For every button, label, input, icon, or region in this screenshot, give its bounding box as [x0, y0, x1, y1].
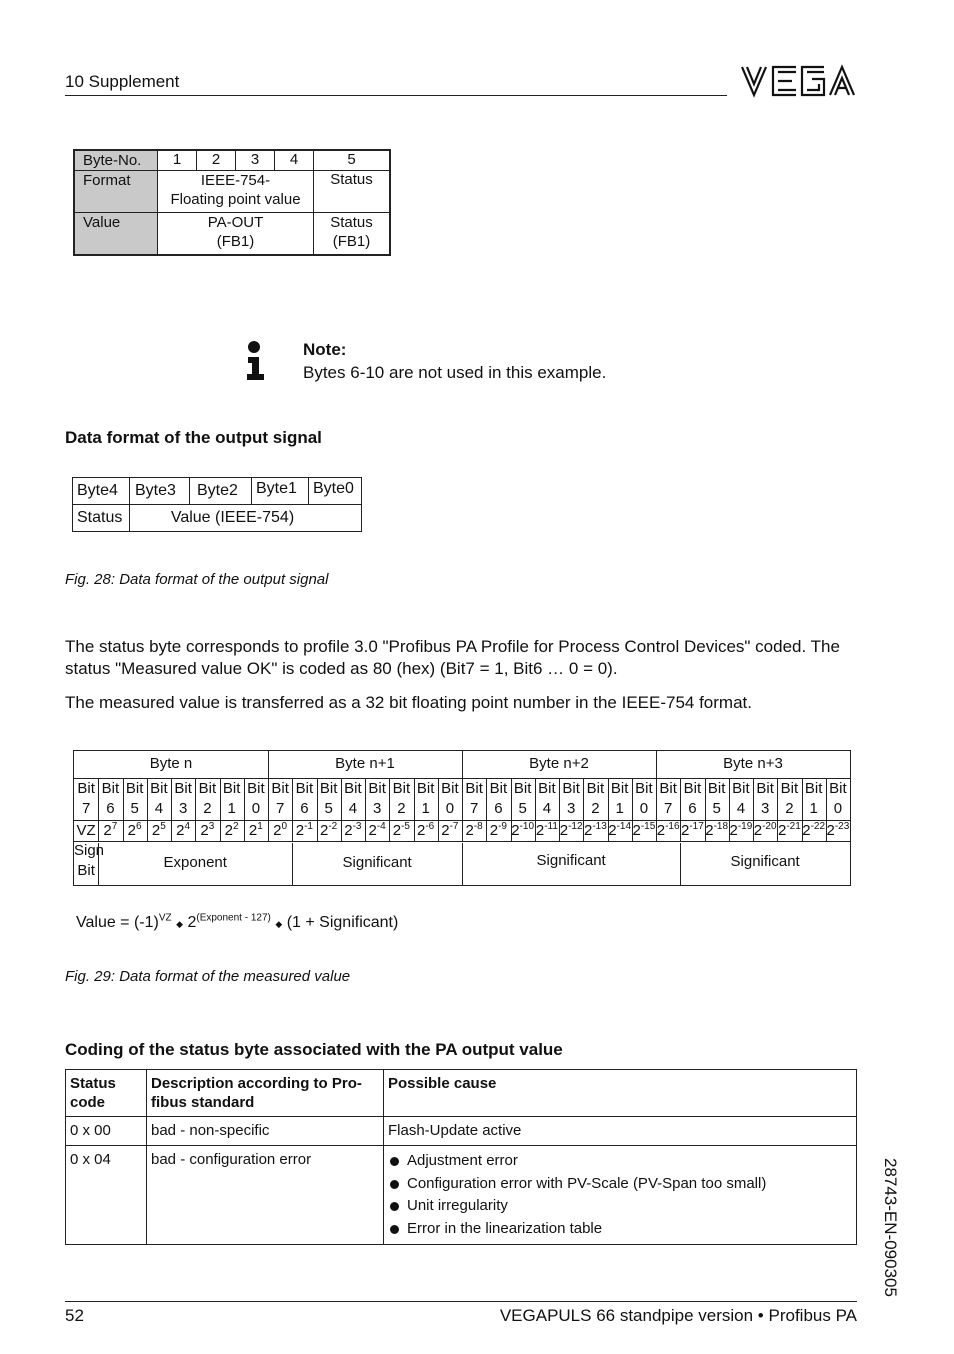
byte-number: 3: [236, 150, 275, 171]
power-base: 2: [441, 822, 450, 839]
power-cell: [511, 821, 535, 841]
power-exponent: -19: [737, 821, 753, 832]
power-exponent: -7: [449, 821, 459, 832]
bit-number: 6: [688, 800, 697, 817]
bit-label: Bit: [610, 780, 629, 797]
power-exponent: -9: [498, 821, 507, 832]
bit-number: 7: [81, 800, 91, 817]
power-base: 2: [656, 822, 666, 839]
figure-caption: Fig. 28: Data format of the output signal: [65, 571, 329, 588]
power-cell: [220, 821, 244, 841]
power-exponent: -5: [401, 821, 410, 832]
power-cell: [244, 821, 268, 841]
sign-bit-label: Sign Bit: [74, 842, 105, 879]
significant-label: Significant: [730, 853, 800, 870]
power-exponent: -6: [425, 821, 435, 832]
bit-number: 7: [469, 800, 479, 817]
power-base: 2: [176, 822, 185, 839]
power-cell: [583, 821, 607, 841]
power-base: 2: [632, 822, 641, 839]
bit-label: Bit: [368, 780, 386, 797]
power-cell: [826, 821, 850, 841]
bit-label: Bit: [489, 780, 508, 797]
bit-label: Bit: [635, 780, 653, 797]
byte-number: 2: [197, 150, 236, 171]
power-base: 2: [248, 822, 258, 839]
bit-label: Bit: [77, 780, 95, 797]
value-cell: Value (IEEE-754): [130, 505, 362, 532]
power-cell: [341, 821, 365, 841]
power-exponent: 4: [184, 821, 191, 832]
bit-number: 4: [736, 800, 746, 817]
note-title: Note:: [303, 340, 347, 359]
status-code: 0 x 04: [66, 1146, 147, 1245]
byte-header: Byte3: [130, 478, 190, 505]
figure-caption: Fig. 29: Data format of the measured value: [65, 968, 351, 985]
power-exponent: -15: [640, 821, 656, 832]
byte-header: Byte n+1: [335, 755, 395, 772]
bit-label: Bit: [198, 780, 217, 797]
bit-number: 2: [203, 800, 212, 817]
power-base: 2: [295, 822, 305, 839]
power-base: 2: [392, 822, 402, 839]
bit-number: 4: [542, 800, 552, 817]
bit-label: Bit: [804, 780, 823, 797]
bit-number: 0: [639, 800, 649, 817]
power-exponent: 2: [233, 821, 239, 832]
bit-number: 1: [809, 800, 818, 817]
power-exponent: -1: [304, 821, 313, 832]
power-exponent: 5: [160, 821, 166, 832]
dot-icon: ◆: [275, 919, 283, 929]
vega-logo: [740, 64, 858, 103]
bit-number: 5: [324, 800, 333, 817]
byte-number: 1: [158, 150, 197, 171]
power-cell: [268, 821, 292, 841]
bit-label: Bit: [829, 780, 847, 797]
byte-number: 4: [275, 150, 314, 171]
formula-end: (1 + Significant): [286, 914, 399, 931]
bit-number: 5: [130, 800, 139, 817]
power-cell: [729, 821, 753, 841]
bit-label: Bit: [222, 780, 241, 797]
bit-label: Bit: [756, 780, 774, 797]
section-heading: Data format of the output signal: [65, 428, 322, 447]
info-icon: [246, 341, 266, 386]
power-cell: [632, 821, 656, 841]
bit-label: Bit: [271, 780, 289, 797]
bit-number: 2: [397, 800, 406, 817]
power-base: 2: [680, 822, 690, 839]
bit-label: Bit: [780, 780, 799, 797]
output-signal-table: [72, 477, 362, 532]
value-formula: [76, 914, 398, 932]
power-exponent: -22: [810, 821, 826, 832]
bit-label: Bit: [538, 780, 556, 797]
bit-label: Bit: [319, 780, 338, 797]
byte-header: Byte n: [149, 755, 193, 772]
power-cell: [486, 821, 510, 841]
power-base: 2: [224, 822, 234, 839]
power-exponent: 1: [257, 821, 263, 832]
status-desc: bad - configuration error: [147, 1146, 384, 1245]
power-cell: [462, 821, 486, 841]
bit-number: 7: [663, 800, 673, 817]
power-base: 2: [559, 822, 569, 839]
status-cell: Status: [73, 505, 130, 532]
power-cell: [317, 821, 341, 841]
row-label: Format: [74, 171, 158, 213]
power-base: 2: [151, 822, 161, 839]
power-cell: [559, 821, 583, 841]
byte-header: Byte n+2: [529, 755, 589, 772]
document-code: 28743-EN-090305: [881, 1158, 900, 1297]
bit-number: 4: [154, 800, 164, 817]
bit-number: 6: [106, 800, 115, 817]
row-label: Value: [74, 213, 158, 255]
cause-item: Adjustment error: [388, 1150, 852, 1173]
bit-number: 1: [615, 800, 624, 817]
power-cell: [123, 821, 147, 841]
page-number: 52: [65, 1306, 84, 1325]
bit-number: 5: [518, 800, 527, 817]
power-cell: [608, 821, 632, 841]
byte-header: Byte1: [252, 478, 309, 505]
bit-number: 7: [275, 800, 285, 817]
status-desc: bad - non-specific: [147, 1117, 384, 1146]
power-cell: [680, 821, 704, 841]
bit-number: 1: [227, 800, 236, 817]
formula-two: 2: [187, 914, 197, 931]
power-cell: [389, 821, 413, 841]
exponent-label: Exponent: [163, 854, 227, 871]
power-cell: [705, 821, 729, 841]
power-cell: [365, 821, 389, 841]
cause-item: Unit irregularity: [388, 1195, 852, 1218]
bit-number: 3: [372, 800, 382, 817]
bit-label: Bit: [465, 780, 483, 797]
power-exponent: -11: [544, 821, 558, 832]
bit-label: Bit: [247, 780, 265, 797]
byte-header: Byte n+3: [723, 755, 783, 772]
power-base: 2: [320, 822, 329, 839]
bit-number: 5: [712, 800, 721, 817]
bit-number: 0: [445, 800, 455, 817]
power-exponent: -14: [616, 821, 632, 832]
power-base: 2: [826, 822, 835, 839]
power-base: 2: [535, 822, 545, 839]
power-base: 2: [777, 822, 787, 839]
power-base: 2: [608, 822, 617, 839]
power-cell: [171, 821, 195, 841]
formula-vz: VZ: [158, 912, 172, 924]
power-base: 2: [729, 822, 738, 839]
bit-label: Bit: [125, 780, 144, 797]
bit-label: Bit: [707, 780, 726, 797]
power-base: 2: [103, 822, 112, 839]
col-header: Description according to Pro- fibus standard: [147, 1070, 384, 1117]
paragraph: The status byte corresponds to profile 3.0 "Profibus PA Profile for Process Control Devices" coded. The status "Measured value OK" is coded as 80 (hex) (Bit7 = 1, Bit6 … 0 = 0).: [65, 637, 840, 678]
power-base: 2: [368, 822, 377, 839]
bit-number: 0: [833, 800, 843, 817]
formula-exp: (Exponent - 127): [196, 912, 271, 924]
bit-label: Bit: [174, 780, 192, 797]
power-cell: [292, 821, 316, 841]
paragraph: The measured value is transferred as a 32 bit floating point number in the IEEE-754 format.: [65, 693, 752, 712]
section-header: 10 Supplement: [65, 72, 180, 91]
power-cell: [656, 821, 680, 841]
bit-number: 2: [785, 800, 794, 817]
footer-title: VEGAPULS 66 standpipe version • Profibus PA: [499, 1306, 857, 1325]
power-base: 2: [417, 822, 426, 839]
bit-number: 3: [760, 800, 770, 817]
power-cell: VZ: [76, 822, 96, 839]
format-float-cell: IEEE-754- Floating point value: [158, 171, 314, 213]
bit-label: Bit: [732, 780, 750, 797]
bit-label: Bit: [150, 780, 168, 797]
power-base: 2: [802, 822, 811, 839]
value-pa-cell: PA-OUT (FB1): [158, 213, 314, 255]
bit-number: 0: [251, 800, 261, 817]
bit-number: 6: [300, 800, 309, 817]
power-exponent: -17: [689, 821, 704, 832]
power-cell: [802, 821, 826, 841]
power-exponent: -20: [762, 821, 777, 832]
col-header: Status code: [66, 1070, 147, 1117]
power-exponent: -2: [328, 821, 338, 832]
bit-number: 3: [178, 800, 188, 817]
power-cell: [777, 821, 801, 841]
bit-label: Bit: [683, 780, 702, 797]
power-exponent: 3: [208, 821, 215, 832]
power-exponent: 0: [281, 821, 288, 832]
power-exponent: -18: [713, 821, 729, 832]
value-status-cell: Status (FB1): [314, 213, 391, 255]
row-divider: [74, 841, 850, 842]
power-cell: [414, 821, 438, 841]
power-exponent: -12: [568, 821, 583, 832]
significant-label: Significant: [536, 852, 606, 869]
power-cell: [438, 821, 462, 841]
power-exponent: -13: [592, 821, 607, 832]
power-base: 2: [705, 822, 714, 839]
power-exponent: -4: [376, 821, 386, 832]
power-cell: [147, 821, 171, 841]
power-base: 2: [511, 822, 520, 839]
bit-number: 2: [591, 800, 600, 817]
power-exponent: -21: [786, 821, 801, 832]
dot-icon: ◆: [176, 919, 184, 929]
power-exponent: -10: [519, 821, 535, 832]
power-base: 2: [489, 822, 499, 839]
power-cell: [535, 821, 559, 841]
bit-label: Bit: [562, 780, 580, 797]
note-block: [303, 338, 606, 384]
power-exponent: 6: [136, 821, 142, 832]
power-cell: [753, 821, 777, 841]
footer-rule: [65, 1301, 857, 1302]
note-text: Bytes 6-10 are not used in this example.: [303, 363, 607, 382]
status-code: 0 x 00: [66, 1117, 147, 1146]
power-cell: [98, 821, 122, 841]
power-exponent: -3: [352, 821, 362, 832]
cause-item: Configuration error with PV-Scale (PV-Span too small): [388, 1173, 852, 1196]
bit-label: Bit: [416, 780, 435, 797]
bit-label: Bit: [344, 780, 362, 797]
byte-header: Byte0: [309, 478, 362, 505]
power-exponent: 7: [111, 821, 118, 832]
section-heading: Coding of the status byte associated with the PA output value: [65, 1040, 563, 1059]
power-exponent: -8: [473, 821, 483, 832]
bit-label: Bit: [295, 780, 314, 797]
bit-number: 4: [348, 800, 358, 817]
power-exponent: -23: [834, 821, 850, 832]
byte-header: Byte4: [73, 478, 130, 505]
col-header: Possible cause: [384, 1070, 857, 1117]
bit-label: Bit: [441, 780, 459, 797]
power-base: 2: [200, 822, 209, 839]
cause-item: Error in the linearization table: [388, 1218, 852, 1241]
bit-label: Bit: [392, 780, 411, 797]
byte-number-table: [73, 149, 391, 256]
bit-number: 3: [566, 800, 576, 817]
status-cause: Flash-Update active: [384, 1117, 857, 1146]
bit-label: Bit: [513, 780, 532, 797]
status-cause-list: [384, 1146, 857, 1245]
power-base: 2: [753, 822, 763, 839]
power-base: 2: [583, 822, 593, 839]
power-base: 2: [465, 822, 474, 839]
bit-label: Bit: [101, 780, 120, 797]
format-status-cell: Status: [314, 171, 391, 213]
row-label: Byte-No.: [74, 150, 158, 171]
status-coding-table: [65, 1069, 857, 1245]
bit-label: Bit: [659, 780, 677, 797]
significant-label: Significant: [342, 854, 412, 871]
power-base: 2: [344, 822, 353, 839]
bit-number: 1: [421, 800, 430, 817]
formula-start: Value = (-1): [76, 914, 159, 931]
bit-label: Bit: [586, 780, 605, 797]
header-rule: [65, 95, 727, 96]
power-exponent: -16: [665, 821, 680, 832]
power-base: 2: [127, 822, 137, 839]
power-cell: [195, 821, 219, 841]
power-base: 2: [273, 822, 282, 839]
byte-number: 5: [314, 150, 391, 171]
bit-format-table: [73, 750, 851, 886]
byte-header: Byte2: [190, 478, 252, 505]
bit-number: 6: [494, 800, 503, 817]
